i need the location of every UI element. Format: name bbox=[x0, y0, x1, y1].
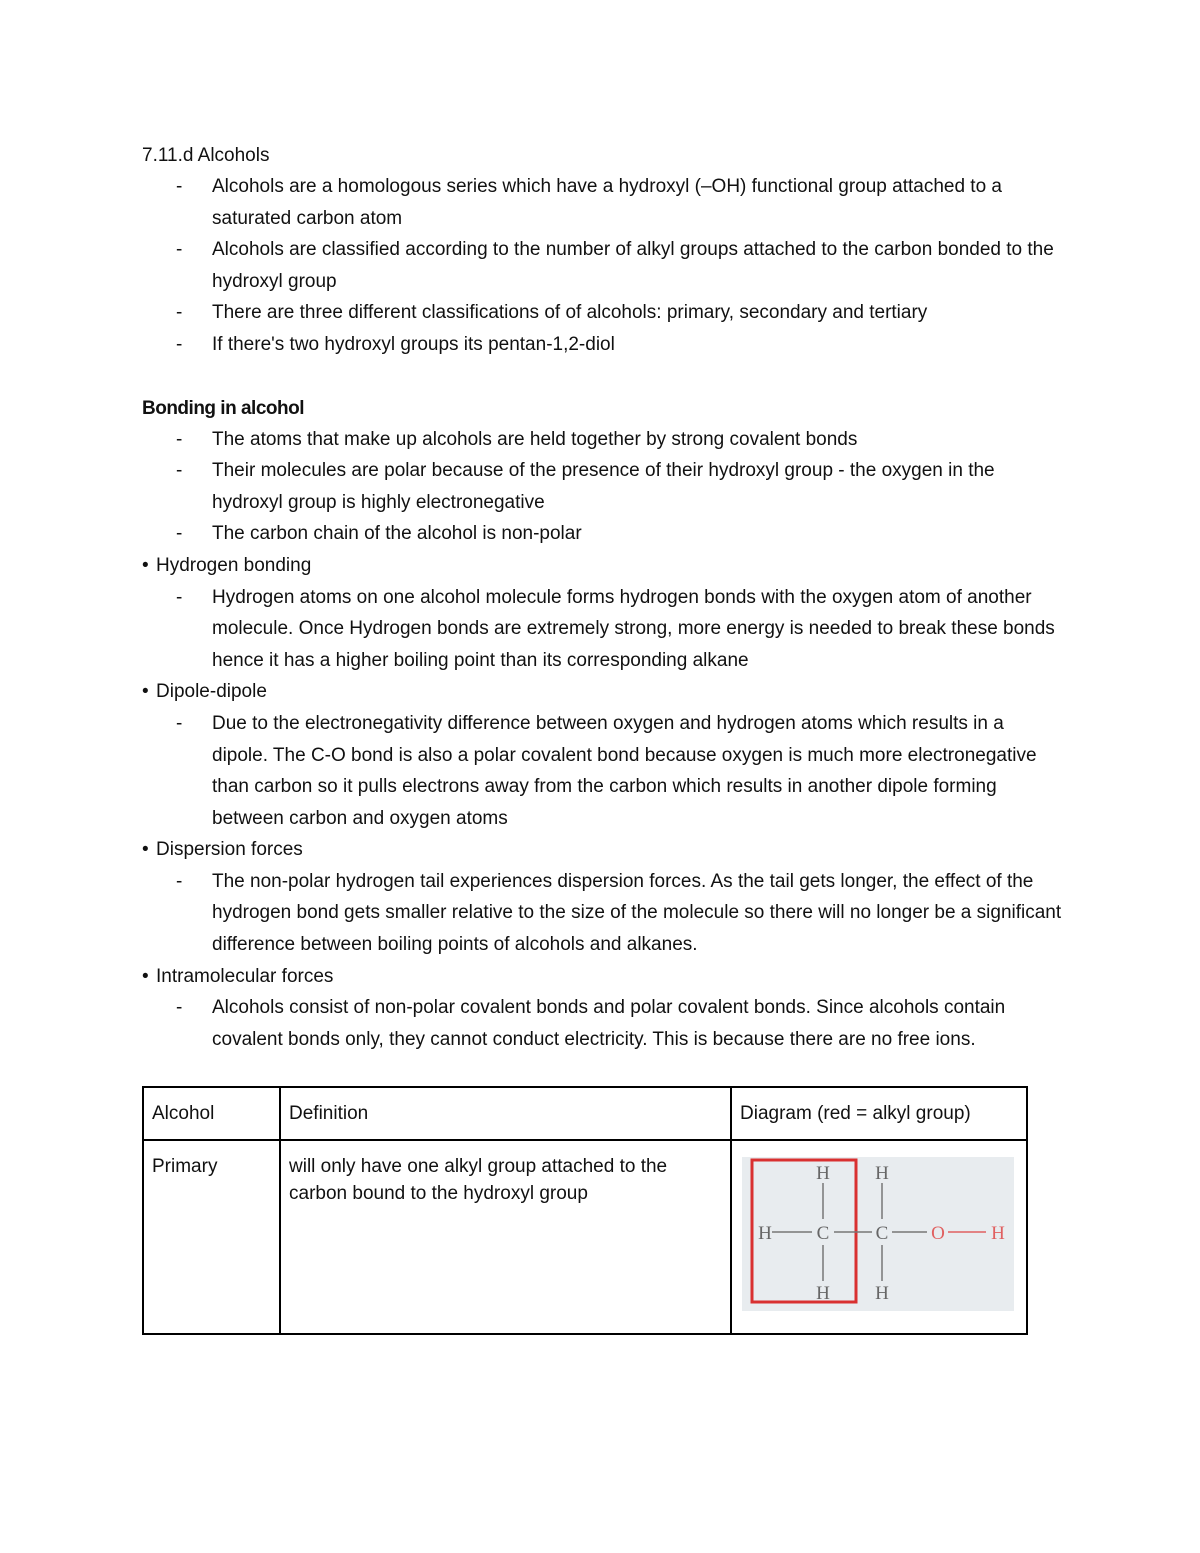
force-list bbox=[142, 992, 1062, 1055]
bullet-icon: • bbox=[142, 554, 149, 576]
atom-label: H bbox=[875, 1283, 889, 1304]
force-list bbox=[142, 866, 1062, 961]
force-title: Dispersion forces bbox=[156, 839, 303, 861]
atom-label: C bbox=[875, 1223, 889, 1244]
bonding-point: - Their molecules are polar because of the presence of their hydroxyl group - the oxygen in the hydroxyl group is highly electronegative bbox=[142, 455, 1062, 518]
bullet-icon: • bbox=[142, 965, 149, 987]
force-point: - Due to the electronegativity difference between oxygen and hydrogen atoms which results in a dipole. The C-O bond is also a polar covalent bond because oxygen is much more electronegative than carbon so it pulls electrons away from the carbon which results in another dipole forming between carbon and oxygen atoms bbox=[142, 708, 1062, 834]
bullet-icon: • bbox=[142, 681, 149, 703]
intro-point: - Alcohols are classified according to the number of alkyl groups attached to the carbon bonded to the hydroxyl group bbox=[142, 234, 1062, 297]
force-heading-hydrogen-bonding bbox=[142, 550, 1062, 582]
document-content bbox=[142, 140, 1062, 1055]
atom-label: H bbox=[991, 1223, 1005, 1244]
force-list bbox=[142, 708, 1062, 834]
classification-table bbox=[142, 1086, 1028, 1335]
bonding-point: - The atoms that make up alcohols are held together by strong covalent bonds bbox=[142, 424, 1062, 456]
table-header-cell: Definition bbox=[280, 1087, 731, 1140]
atom-label: H bbox=[758, 1223, 772, 1244]
primary-alcohol-diagram bbox=[742, 1157, 1014, 1311]
bonding-heading: Bonding in alcohol bbox=[142, 397, 304, 419]
table-header-cell: Alcohol bbox=[143, 1087, 280, 1140]
intro-point: - Alcohols are a homologous series which have a hydroxyl (–OH) functional group attached to a saturated carbon atom bbox=[142, 171, 1062, 234]
bonding-point: - The carbon chain of the alcohol is non-polar bbox=[142, 518, 1062, 550]
atom-label: H bbox=[816, 1283, 830, 1304]
intro-list bbox=[142, 171, 1062, 361]
force-title: Hydrogen bonding bbox=[156, 554, 312, 576]
table-cell-diagram bbox=[731, 1140, 1027, 1334]
atom-label: C bbox=[816, 1223, 830, 1244]
structural-formula bbox=[742, 1157, 1014, 1311]
force-title: Intramolecular forces bbox=[156, 965, 334, 987]
table-row bbox=[143, 1140, 1027, 1334]
force-point: - The non-polar hydrogen tail experiences dispersion forces. As the tail gets longer, the effect of the hydrogen bond gets smaller relative to the size of the molecule so there will no longer be a significant difference between boiling points of alcohols and alkanes. bbox=[142, 866, 1062, 961]
bonding-list bbox=[142, 424, 1062, 550]
force-list bbox=[142, 582, 1062, 677]
force-point: - Hydrogen atoms on one alcohol molecule forms hydrogen bonds with the oxygen atom of another molecule. Once Hydrogen bonds are extremely strong, more energy is needed to break these bonds hence it has a higher boiling point than its corresponding alkane bbox=[142, 582, 1062, 677]
intro-point: - There are three different classifications of of alcohols: primary, secondary and tertiary bbox=[142, 297, 1062, 329]
force-heading-dispersion bbox=[142, 834, 1062, 866]
table-cell-alcohol: Primary bbox=[143, 1140, 280, 1334]
table-header-cell: Diagram (red = alkyl group) bbox=[731, 1087, 1027, 1140]
atom-label: O bbox=[931, 1223, 945, 1244]
force-heading-dipole-dipole bbox=[142, 676, 1062, 708]
force-title: Dipole-dipole bbox=[156, 681, 267, 703]
atom-label: H bbox=[875, 1163, 889, 1184]
bullet-icon: • bbox=[142, 839, 149, 861]
table-header-row bbox=[143, 1087, 1027, 1140]
force-heading-intramolecular bbox=[142, 961, 1062, 993]
table-cell-definition: will only have one alkyl group attached to the carbon bound to the hydroxyl group bbox=[280, 1140, 731, 1334]
atom-label: H bbox=[816, 1163, 830, 1184]
force-point: - Alcohols consist of non-polar covalent bonds and polar covalent bonds. Since alcohols contain covalent bonds only, they cannot conduct electricity. This is because there are no free ions. bbox=[142, 992, 1062, 1055]
intro-point: - If there's two hydroxyl groups its pentan-1,2-diol bbox=[142, 329, 1062, 361]
section-title: 7.11.d Alcohols bbox=[142, 145, 270, 166]
